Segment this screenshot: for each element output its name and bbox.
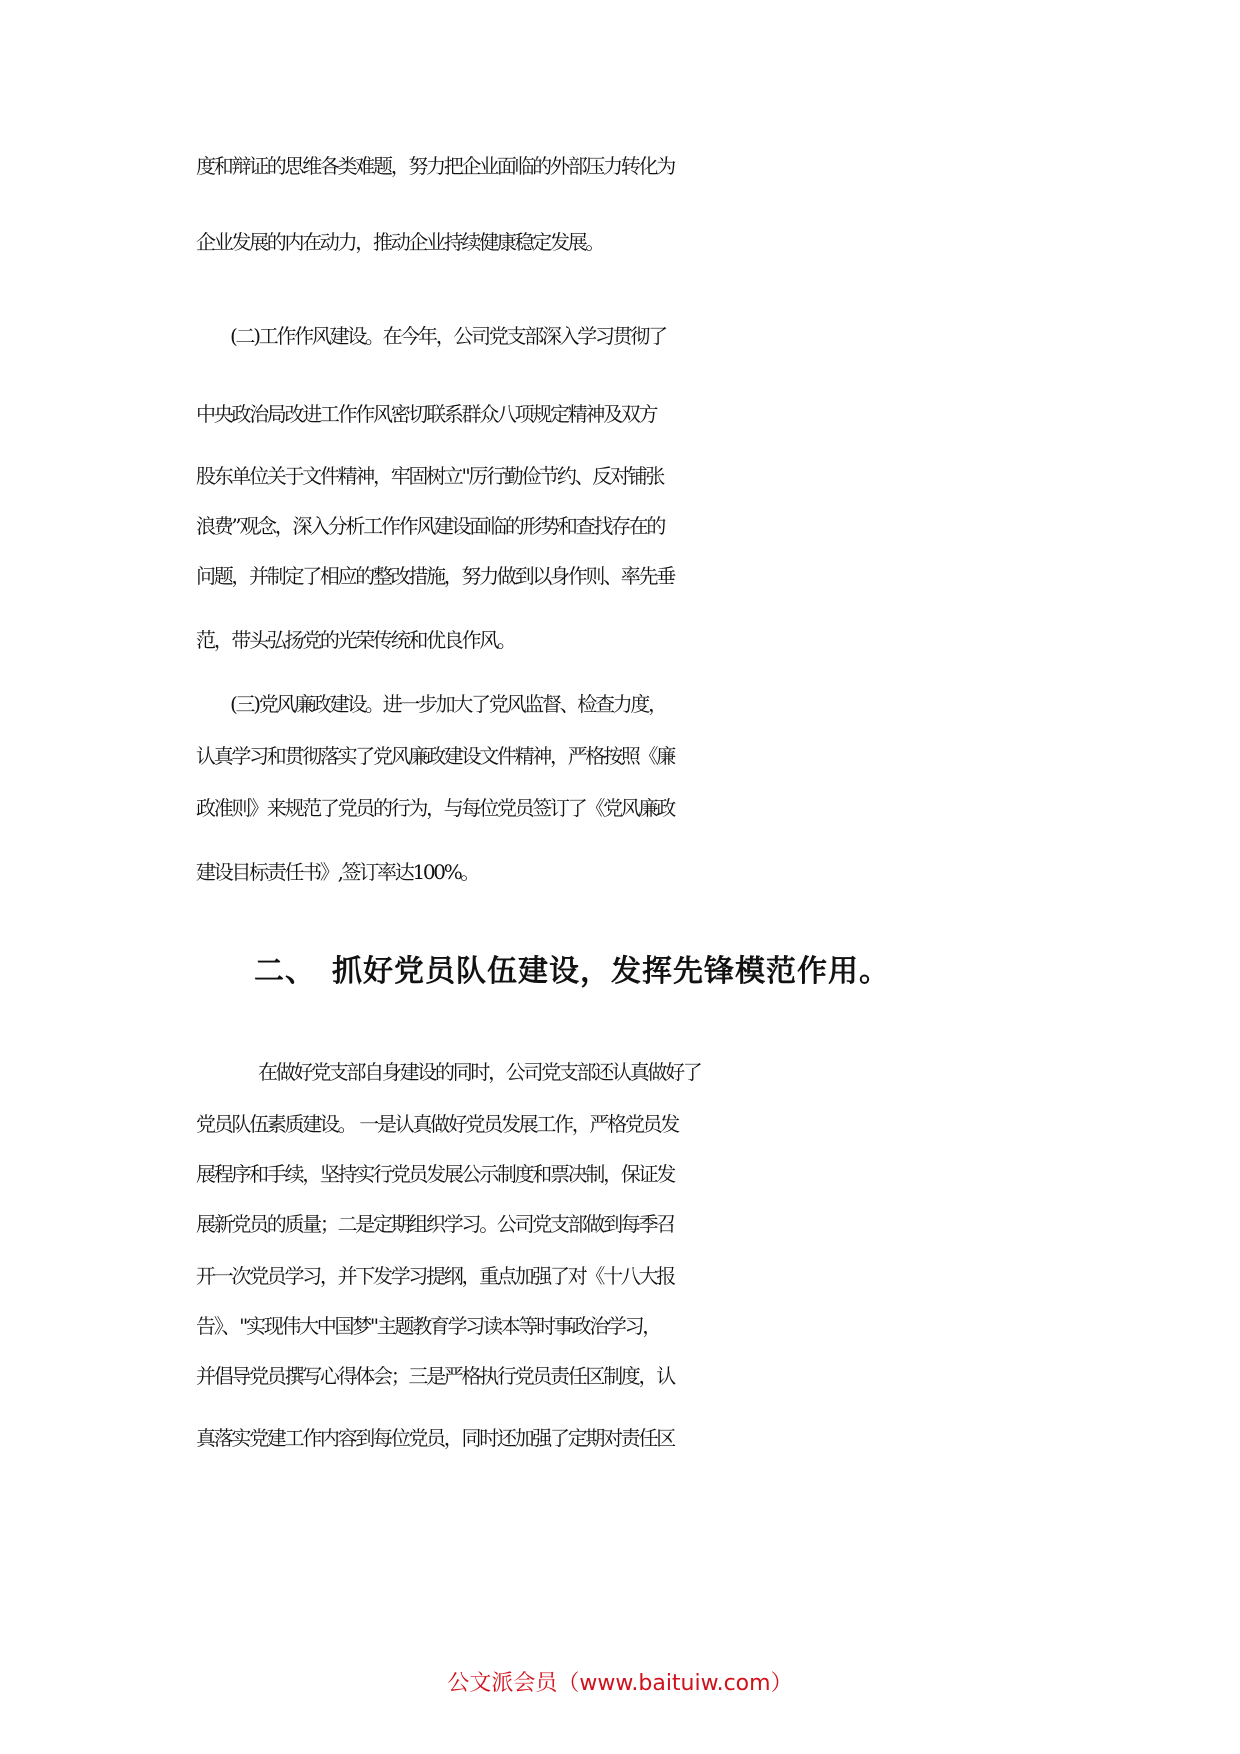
paragraph-line: 并倡导党员撰写心得体会；三是严格执行党员责任区制度，认 [196,1364,674,1388]
paragraph-line: 告》、"实现伟大中国梦"主题教育学习读本等时事政治学习， [196,1314,660,1338]
paragraph-line: 党员队伍素质建设。 一是认真做好党员发展工作，严格党员发 [196,1112,678,1136]
paragraph-line: 浪费”观念，深入分析工作作风建设面临的形势和查找存在的 [196,514,665,538]
paragraph-line: (二)工作作风建设。在今年，公司党支部深入学习贯彻了 [230,324,666,348]
paragraph-line: 展程序和手续，坚持实行党员发展公示制度和票决制，保证发 [196,1162,674,1186]
footer-watermark: 公文派会员（www.baituiw.com） [447,1671,793,1696]
paragraph-line: 度和辩证的思维各类难题，努力把企业面临的外部压力转化为 [196,154,674,178]
paragraph-line: 开一次党员学习，并下发学习提纲，重点加强了对《十八大报 [196,1264,674,1288]
paragraph-line: 政准则》来规范了党员的行为，与每位党员签订了《党风廉政 [196,796,674,820]
paragraph-line: 问题，并制定了相应的整改措施，努力做到以身作则、率先垂 [196,564,674,588]
paragraph-line: 在做好党支部自身建设的同时，公司党支部还认真做好了 [258,1060,701,1084]
paragraph-line: (三)党风廉政建设。进一步加大了党风监督、检查力度， [230,692,666,716]
paragraph-line: 股东单位关于文件精神，牢固树立"厉行勤俭节约、反对铺张 [196,464,664,488]
paragraph-line: 展新党员的质量；二是定期组织学习。公司党支部做到每季召 [196,1212,674,1236]
heading-number: 二、 [254,954,316,989]
paragraph-line: 真落实党建工作内容到每位党员，同时还加强了定期对责任区 [196,1426,674,1450]
paragraph-line: 建设目标责任书》,签订率达100%。 [196,860,479,884]
paragraph-line: 企业发展的内在动力，推动企业持续健康稳定发展。 [196,230,604,254]
paragraph-line: 范，带头弘扬党的光荣传统和优良作风。 [196,628,515,652]
paragraph-line: 认真学习和贯彻落实了党风廉政建设文件精神，严格按照《廉 [196,744,674,768]
paragraph-line: 中央政治局改进工作作风密切联系群众八项规定精神及双方 [196,402,657,426]
heading-text: 抓好党员队伍建设，发挥先锋模范作用。 [332,954,890,989]
